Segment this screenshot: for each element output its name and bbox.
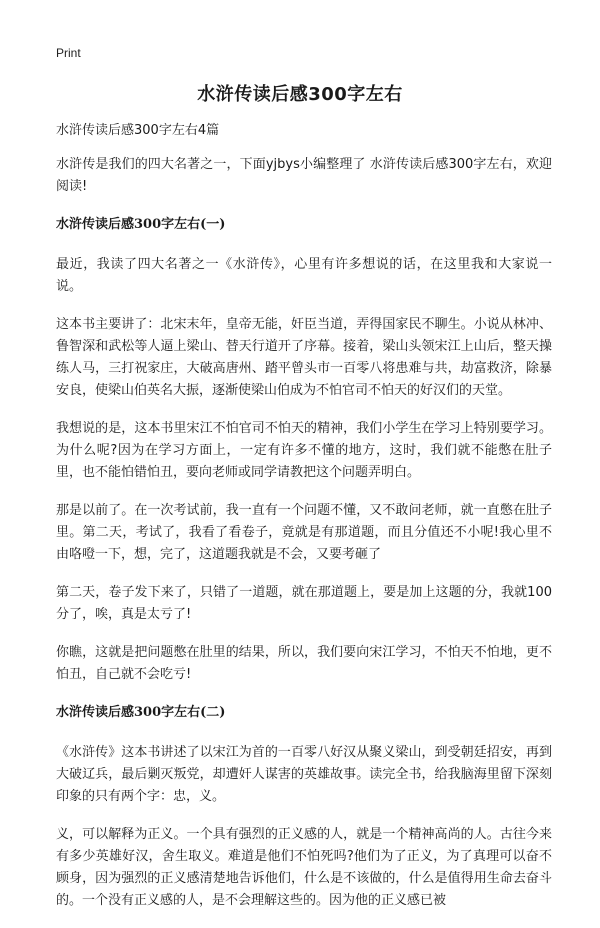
article-subtitle: 水浒传读后感300字左右4篇 (56, 123, 220, 138)
section-heading: 水浒传读后感300字左右(一) (56, 217, 226, 232)
section-paragraph: 《水浒传》这本书讲述了以宋江为首的一百零八好汉从聚义梁山，到受朝廷招安，再到大破辽兵，最后剿灭叛党，却遭奸人谋害的英雄故事。读完全书，给我脑海里留下深刻印象的只有两个字：忠，义。 (56, 745, 552, 804)
print-link[interactable]: Print (56, 46, 81, 60)
section-paragraph: 那是以前了。在一次考试前，我一直有一个问题不懂，又不敢问老师，就一直憋在肚子里。第二天，考试了，我看了看卷子，竟就是有那道题，而且分值还不小呢!我心里不由咯噔一下，想，完了，这道题我就是不会，又要考砸了 (56, 503, 552, 562)
section-paragraph: 义，可以解释为正义。一个具有强烈的正义感的人，就是一个精神高尚的人。古往今来有多少英雄好汉，舍生取义。难道是他们不怕死吗?他们为了正义，为了真理可以奋不顾身，因为强烈的正义感清楚地告诉他们，什么是不该做的，什么是值得用生命去奋斗的。一个没有正义感的人，是不会理解这些的。因为他的正义感已被 (56, 827, 552, 908)
section-paragraph: 我想说的是，这本书里宋江不怕官司不怕天的精神，我们小学生在学习上特别要学习。为什么呢?因为在学习方面上，一定有许多不懂的地方，这时，我们就不能憋在肚子里，也不能怕错怕丑，要向老师或同学请教把这个问题弄明白。 (56, 421, 552, 480)
section-1 (56, 214, 552, 686)
section-2 (56, 702, 552, 912)
page-title: 水浒传读后感300字左右 (197, 84, 403, 105)
intro-paragraph: 水浒传是我们的四大名著之一，下面yjbys小编整理了 水浒传读后感300字左右，欢迎阅读! (56, 157, 552, 194)
section-paragraph: 最近，我读了四大名著之一《水浒传》，心里有许多想说的话，在这里我和大家说一说。 (56, 257, 552, 294)
section-paragraph: 第二天，卷子发下来了，只错了一道题，就在那道题上，要是加上这题的分，我就100分了，唉，真是太亏了! (56, 585, 552, 622)
article-body (56, 120, 552, 928)
section-heading: 水浒传读后感300字左右(二) (56, 705, 226, 720)
section-paragraph: 这本书主要讲了：北宋末年，皇帝无能，奸臣当道，弄得国家民不聊生。小说从林冲、鲁智深和武松等人逼上梁山、替天行道开了序幕。接着，梁山头领宋江上山后，整天操练人马，三打祝家庄，大破高唐州、踏平曾头市一百零八将患难与共，劫富救济，除暴安良，使梁山伯英名大振，逐渐使梁山伯成为不怕官司不怕天的好汉们的天堂。 (56, 317, 552, 398)
section-paragraph: 你瞧，这就是把问题憋在肚里的结果，所以，我们要向宋江学习，不怕天不怕地，更不怕丑，自己就不会吃亏! (56, 645, 552, 682)
